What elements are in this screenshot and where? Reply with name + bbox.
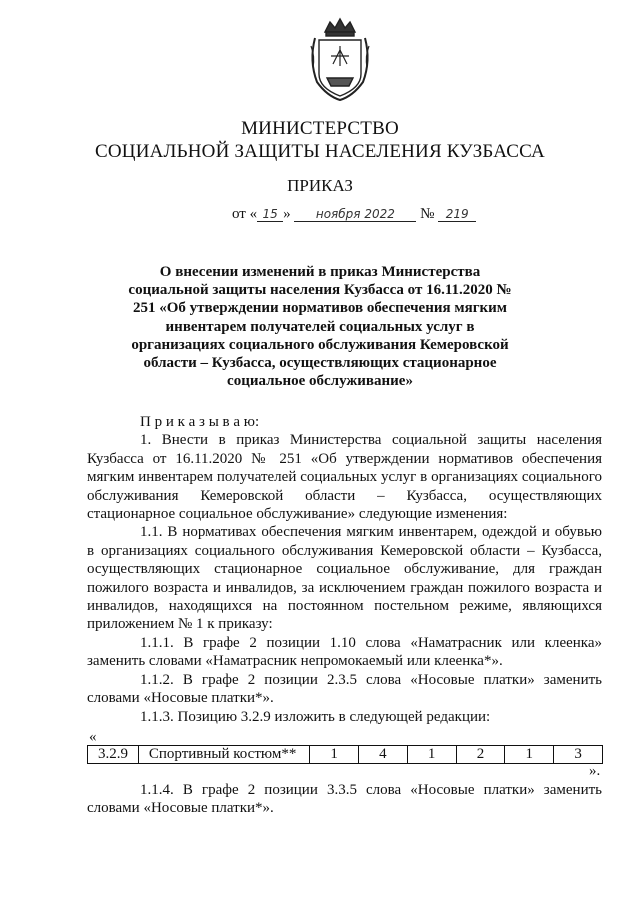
table-row — [88, 746, 603, 764]
coat-of-arms-emblem — [305, 16, 375, 102]
document-heading: О внесении изменений в приказ Министерства социальной защиты населения Кузбасса от 16.11.2020 № 251 «Об утверждении нормативов обеспечения мягким инвентарем получателей социальных услуг в организациях социального обслуживания Кемеровской области – Кузбасса, осуществляющих стационарное социальное обслуживание» — [128, 264, 512, 390]
order-date-number-line — [232, 206, 476, 223]
quote-close: ». — [589, 763, 601, 779]
table-cell: 2 — [456, 746, 505, 764]
paragraph-1-1-1: 1.1.1. В графе 2 позиции 1.10 слова «Наматрасник или клеенка» заменить словами «Наматрасник непромокаемый или клеенка*». — [87, 634, 602, 670]
table-cell: Спортивный костюм** — [138, 746, 309, 764]
ministry-name-line2: СОЦИАЛЬНОЙ ЗАЩИТЫ НАСЕЛЕНИЯ КУЗБАССА — [95, 141, 545, 162]
paragraph-1-1: 1.1. В нормативах обеспечения мягким инвентарем, одеждой и обувью в организациях социального обслуживания Кемеровской области – Кузбасса, осуществляющих стационарное социальное обслуживание, для граждан пожилого возраста и инвалидов, за исключением граждан пожилого возраста и инвалидов, находящихся на постоянном постельном режиме, являющихся приложением № 1 к приказу: — [87, 524, 602, 633]
order-word: П р и к а з ы в а ю: — [140, 414, 260, 430]
replacement-table — [87, 745, 603, 764]
table-cell: 1 — [505, 746, 554, 764]
paragraph-1-1-4: 1.1.4. В графе 2 позиции 3.3.5 слова «Носовые платки» заменить словами «Носовые платки*». — [87, 782, 602, 817]
ministry-name-line1: МИНИСТЕРСТВО — [241, 118, 399, 139]
date-day: 15 — [257, 207, 283, 222]
order-number: 219 — [438, 207, 476, 222]
date-month-year: ноября 2022 — [294, 207, 416, 222]
paragraph-1-1-2: 1.1.2. В графе 2 позиции 2.3.5 слова «Носовые платки» заменить словами «Носовые платки*». — [87, 671, 602, 707]
table-cell: 3.2.9 — [88, 746, 139, 764]
date-mid: » — [283, 206, 291, 222]
paragraph-1-1-3: 1.1.3. Позицию 3.2.9 изложить в следующей редакции: — [140, 708, 491, 725]
paragraph-1: 1. Внести в приказ Министерства социальной защиты населения Кузбасса от 16.11.2020 № 251 «Об утверждении нормативов обеспечения мягким инвентарем получателей социальных услуг в организациях социального обслуживания Кемеровской области – Кузбасса, осуществляющих стационарное социальное обслуживание» следующие изменения: — [87, 432, 602, 523]
document-body — [87, 413, 602, 726]
table-cell: 1 — [407, 746, 456, 764]
number-label: № — [420, 206, 435, 222]
table-cell: 4 — [358, 746, 407, 764]
document-body-continued — [87, 781, 602, 818]
date-prefix: от « — [232, 206, 258, 222]
order-title: ПРИКАЗ — [287, 176, 353, 195]
table-cell: 1 — [310, 746, 359, 764]
quote-open: « — [89, 729, 97, 745]
table-cell: 3 — [554, 746, 603, 764]
